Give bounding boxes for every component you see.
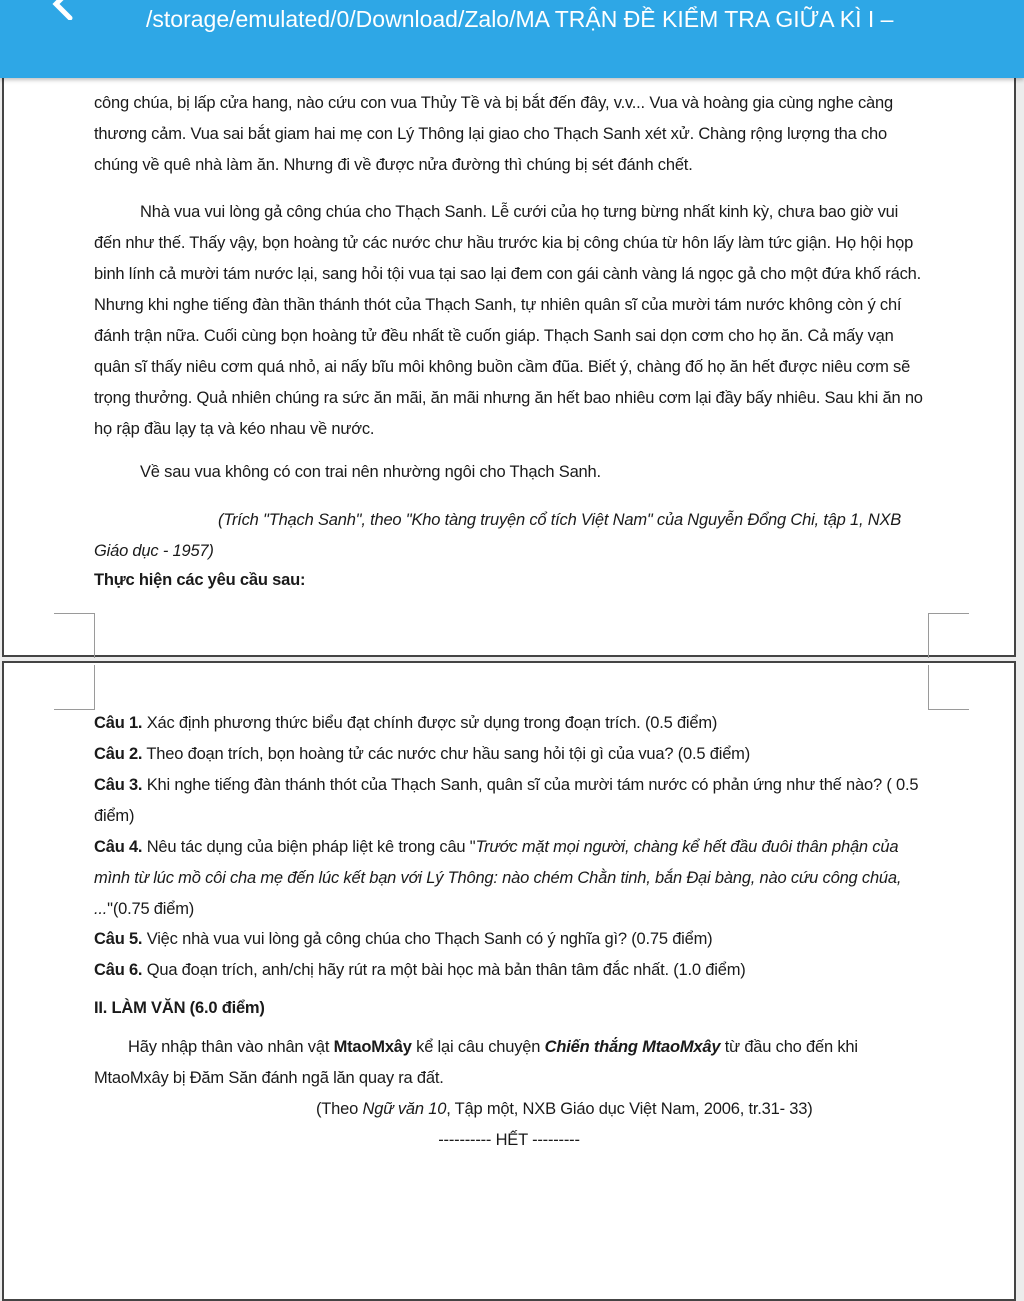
prompt-text: kể lại câu chuyện	[411, 1038, 545, 1056]
document-page-1	[2, 58, 1016, 657]
question-4	[94, 832, 924, 925]
question-quote: Trước mặt mọi người, chàng kể hết đầu đuôi thân phận của mình từ lúc mồ côi cha mẹ đến lúc kết bạn với Lý Thông: nào chém Chằn tinh, bắn Đại bàng, nào cứu công chúa, ...	[94, 838, 902, 918]
question-label: Câu 4.	[94, 838, 143, 856]
question-label: Câu 1.	[94, 714, 143, 732]
question-label: Câu 5.	[94, 930, 143, 948]
question-6	[94, 955, 924, 986]
source-text: (Theo	[316, 1100, 363, 1118]
prompt-story-title: Chiến thắng MtaoMxây	[544, 1038, 721, 1056]
prompt-character: MtaoMxây	[333, 1038, 412, 1056]
source-text: , Tập một, NXB Giáo dục Việt Nam, 2006, tr.31- 33)	[446, 1100, 813, 1118]
file-path-title: /storage/emulated/0/Download/Zalo/MA TRẬN ĐỀ KIỂM TRA GIỮA KÌ I –	[146, 6, 894, 32]
back-arrow-icon[interactable]	[46, 0, 80, 20]
story-paragraph-3: Về sau vua không có con trai nên nhường ngôi cho Thạch Sanh.	[140, 463, 601, 481]
crop-mark	[928, 613, 969, 658]
question-text: Theo đoạn trích, bọn hoàng tử các nước chư hầu sang hỏi tội gì của vua? (0.5 điểm)	[142, 745, 751, 763]
question-label: Câu 2.	[94, 745, 143, 763]
question-1	[94, 708, 924, 739]
story-citation: (Trích "Thạch Sanh", theo "Kho tàng truyện cổ tích Việt Nam" của Nguyễn Đổng Chi, tập 1, NXB Giáo dục - 1957)	[94, 511, 902, 560]
question-5	[94, 924, 924, 955]
question-text: Qua đoạn trích, anh/chị hãy rút ra một bài học mà bản thân tâm đắc nhất. (1.0 điểm)	[142, 961, 746, 979]
top-app-bar	[0, 0, 1024, 78]
document-page-2	[2, 661, 1016, 1301]
essay-source	[316, 1094, 916, 1125]
essay-prompt	[94, 1032, 924, 1094]
story-paragraph-2: Nhà vua vui lòng gả công chúa cho Thạch Sanh. Lễ cưới của họ tưng bừng nhất kinh kỳ, chưa bao giờ vui đến như thế. Thấy vậy, bọn hoàng tử các nước chư hầu trước kia bị công chúa từ hôn lấy làm tức giận. Họ hội họp binh lính cả mười tám nước lại, sang hỏi tội vua tại sao lại đem con gái cành vàng lá ngọc gả cho một đứa khố rách. Nhưng khi nghe tiếng đàn thần thánh thót của Thạch Sanh, tự nhiên quân sĩ của mười tám nước không còn ý chí đánh trận nữa. Cuối cùng bọn hoàng tử đều nhất tề cuốn giáp. Thạch Sanh sai dọn cơm cho họ ăn. Cả mấy vạn quân sĩ thấy niêu cơm quá nhỏ, ai nấy bĩu môi không buồn cầm đũa. Biết ý, chàng đố họ ăn hết được niêu cơm sẽ trọng thưởng. Quả nhiên chúng ra sức ăn mãi, ăn mãi nhưng ăn hết bao nhiêu cơm lại đầy bấy nhiêu. Sau khi ăn no họ rập đầu lạy tạ và kéo nhau về nước.	[94, 203, 923, 438]
question-text: Nêu tác dụng của biện pháp liệt kê trong câu "	[142, 838, 476, 856]
question-points: "(0.75 điểm)	[107, 900, 195, 918]
question-text: Khi nghe tiếng đàn thánh thót của Thạch Sanh, quân sĩ của mười tám nước có phản ứng như thế nào? ( 0.5 điểm)	[94, 776, 919, 825]
prompt-text: Hãy nhập thân vào nhân vật	[128, 1038, 334, 1056]
story-paragraph-1: công chúa, bị lấp cửa hang, nào cứu con vua Thủy Tề và bị bắt đến đây, v.v... Vua và hoàng gia cùng nghe càng thương cảm. Vua sai bắt giam hai mẹ con Lý Thông lại giao cho Thạch Sanh xét xử. Chàng rộng lượng tha cho chúng về quê nhà làm ăn. Nhưng đi về được nửa đường thì chúng bị sét đánh chết.	[94, 94, 893, 174]
source-book: Ngữ văn 10	[362, 1100, 447, 1118]
section-2-heading: II. LÀM VĂN (6.0 điểm)	[94, 999, 265, 1017]
end-marker: ---------- HẾT ---------	[438, 1131, 580, 1149]
instruction-heading: Thực hiện các yêu cầu sau:	[94, 571, 306, 589]
crop-mark	[54, 665, 95, 710]
prompt-text: từ đầu cho đến khi MtaoMxây bị Đăm Săn đánh ngã lăn quay ra đất.	[94, 1038, 858, 1087]
question-label: Câu 3.	[94, 776, 143, 794]
question-2	[94, 739, 924, 770]
question-label: Câu 6.	[94, 961, 143, 979]
crop-mark	[928, 665, 969, 710]
crop-mark	[54, 613, 95, 658]
question-text: Việc nhà vua vui lòng gả công chúa cho Thạch Sanh có ý nghĩa gì? (0.75 điểm)	[142, 930, 713, 948]
question-3	[94, 770, 924, 832]
question-text: Xác định phương thức biểu đạt chính được sử dụng trong đoạn trích. (0.5 điểm)	[142, 714, 718, 732]
